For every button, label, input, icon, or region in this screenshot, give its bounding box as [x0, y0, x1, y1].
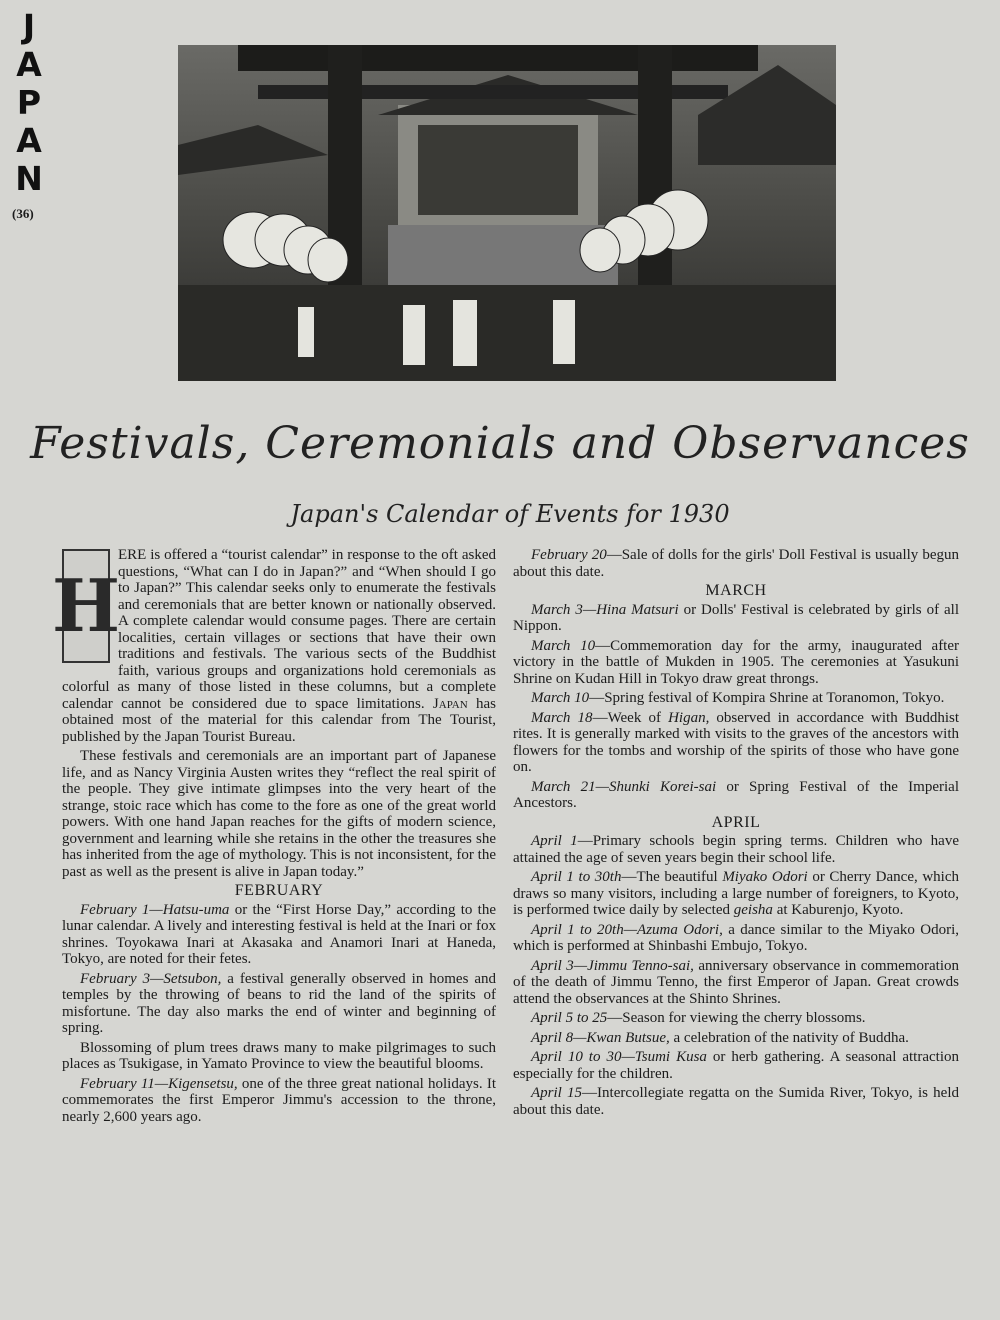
calendar-entry [62, 902, 496, 968]
italic-text: April 15 [531, 1085, 583, 1101]
calendar-entry [513, 1085, 959, 1118]
month-heading: APRIL [711, 813, 761, 831]
body-text: —Commemoration day for the army, inaugurated after victory in the battle of Mukden in 1905. The ceremonies at Yasukuni Shrine on Kudan Hill in Tokyo draw great throngs. [513, 637, 960, 687]
italic-text: geisha [733, 902, 773, 918]
calendar-entry [62, 971, 496, 1037]
body-text: ERE is offered a “tourist calendar” in response to the oft asked questions, “What can I do in Japan?” and “When should I go to Japan?” This calendar seeks only to enumerate the festivals and ceremonials that are better known or nationally observed. A complete calendar would consume pages. There are certain localities, certain villages or sections that have their own traditions and festivals. The various sects of the Buddhist faith, various groups and organizations hold ceremonials as colorful as many of those listed in these columns, but a complete calendar cannot be considered due to space limitations. [62, 547, 496, 712]
body-text: or Dolls' Festival is celebrated by girls of all Nippon. [513, 601, 959, 634]
calendar-entry [513, 922, 959, 955]
body-text: —Spring festival of Kompira Shrine at Toranomon, Tokyo. [589, 690, 945, 706]
body-text: Blossoming of plum trees draws many to make pilgrimages to such places as Tsukigase, in Yamato Province to view the beautiful blooms. [62, 1039, 496, 1072]
body-text: a festival generally observed in homes and temples by the throwing of beans to rid the land of the spirits of misfortune. The day also marks the end of winter and beginning of spring. [62, 970, 497, 1036]
italic-text: March 10 [531, 637, 596, 654]
masthead-letter: J [22, 7, 36, 46]
italic-text: February 1—Hatsu-uma [80, 901, 230, 918]
ornamental-dropcap: H [62, 549, 110, 663]
italic-text: April 1 to 20th—Azuma Odori, [531, 921, 723, 938]
calendar-entry [62, 748, 496, 880]
body-text: —Intercollegiate regatta on the Sumida River, Tokyo, is held about this date. [513, 1085, 959, 1118]
body-text: —Week of [592, 709, 669, 726]
body-text: —Sale of dolls for the girls' Doll Festival is usually begun about this date. [513, 547, 959, 580]
calendar-entry [513, 1010, 959, 1027]
calendar-entry [513, 547, 959, 580]
article-subtitle: Japan's Calendar of Events for 1930 [290, 500, 730, 528]
masthead-letter: A [16, 121, 42, 160]
calendar-entry [513, 1049, 959, 1082]
magazine-masthead [12, 8, 46, 198]
body-text: or Cherry Dance, which draws so many visitors, including a large number of foreigners, to Kyoto, is performed twice daily by selected [513, 869, 959, 918]
calendar-entry [513, 710, 959, 776]
body-text: or Spring Festival of the Imperial Ancestors. [513, 778, 959, 811]
month-heading: MARCH [705, 582, 767, 599]
body-text: a celebration of the nativity of Buddha. [669, 1029, 909, 1046]
shrine-festival-photo [178, 45, 836, 381]
body-text: Japan [432, 695, 468, 712]
italic-text: April 10 to 30—Tsumi Kusa [531, 1049, 707, 1065]
masthead-letter: A [16, 45, 42, 84]
italic-text: April 3—Jimmu Tenno-sai, [531, 957, 694, 974]
masthead-letter: N [15, 159, 43, 198]
italic-text: April 1 to 30th [531, 869, 622, 885]
body-text: a dance similar to the Miyako Odori, which is performed at Shinbashi Embujo, Tokyo. [513, 921, 959, 954]
body-text: or the “First Horse Day,” according to the lunar calendar. A lively and interesting festival is held at the Inari or fox shrines. Toyokawa Inari at Akasaka and Anamori Inari at Haneda, Tokyo, are noted for their fetes. [62, 901, 496, 967]
body-text: These festivals and ceremonials are an important part of Japanese life, and as Nancy Virginia Austen writes they “reflect the real spirit of the people. They give intimate glimpses into the very heart of the strange, stoic race which has come to the fore as one of the great world powers. With one hand Japan reaches for the gifts of modern science, government and learning while she retains in the other the treasures she has inherited from the age of mythology. This is not inconsistent, for the past as well as the present is alive in Japan today.” [62, 748, 496, 880]
body-text: —Primary schools begin spring terms. Children who have attained the age of seven years begin their school life. [513, 833, 959, 866]
body-text: one of the three great national holidays. It commemorates the first Emperor Jimmu's accession to the throne, nearly 2,600 years ago. [62, 1075, 496, 1125]
body-text: —The beautiful [621, 869, 723, 885]
italic-text: February 3—Setsubon, [80, 970, 222, 987]
italic-text: Higan, [668, 709, 710, 726]
calendar-entry [513, 1030, 959, 1047]
body-text: observed in accordance with Buddhist rites. It is generally marked with visits to the graves of the ancestors with flowers for the tombs and worship of the spirits of those who have gone on. [513, 709, 959, 775]
italic-text: April 1 [531, 833, 578, 849]
italic-text: April 5 to 25 [531, 1010, 608, 1026]
calendar-entry [513, 638, 959, 688]
calendar-entry [513, 958, 959, 1008]
intro-paragraph [51, 547, 496, 745]
italic-text: March 18 [531, 709, 593, 726]
italic-text: February 20 [531, 547, 607, 563]
page-number: (36) [12, 206, 34, 221]
italic-text: March 10 [531, 690, 590, 706]
italic-text: February 11—Kigensetsu, [80, 1075, 238, 1092]
calendar-entry [62, 1040, 496, 1073]
article-title: Festivals, Ceremonials and Observances [30, 418, 970, 469]
calendar-entry [513, 690, 959, 707]
calendar-entry [513, 602, 959, 635]
calendar-entry [513, 869, 959, 919]
italic-text: March 3—Hina Matsuri [531, 601, 679, 618]
italic-text: April 8—Kwan Butsue, [531, 1029, 670, 1046]
italic-text: March 21—Shunki Korei-sai [531, 778, 717, 795]
calendar-entry [513, 833, 959, 866]
body-text: anniversary observance in commemoration of the death of Jimmu Tenno, the first Emperor of Japan. Great crowds attend the observances at the Shinto Shrines. [513, 957, 959, 1007]
italic-text: Miyako Odori [722, 869, 808, 885]
body-text: or herb gathering. A seasonal attraction especially for the children. [513, 1049, 959, 1082]
calendar-entry [513, 779, 959, 812]
body-text: at Kaburenjo, Kyoto. [772, 902, 904, 918]
right-column [513, 547, 959, 1121]
calendar-entry [62, 1076, 496, 1126]
body-text: has obtained most of the material for this calendar from The Tourist, published by the Japan Tourist Bureau. [62, 695, 496, 745]
left-column [51, 547, 497, 1128]
masthead-letter: P [16, 83, 42, 122]
body-text: —Season for viewing the cherry blossoms. [607, 1010, 866, 1026]
month-heading: FEBRUARY [234, 882, 324, 899]
